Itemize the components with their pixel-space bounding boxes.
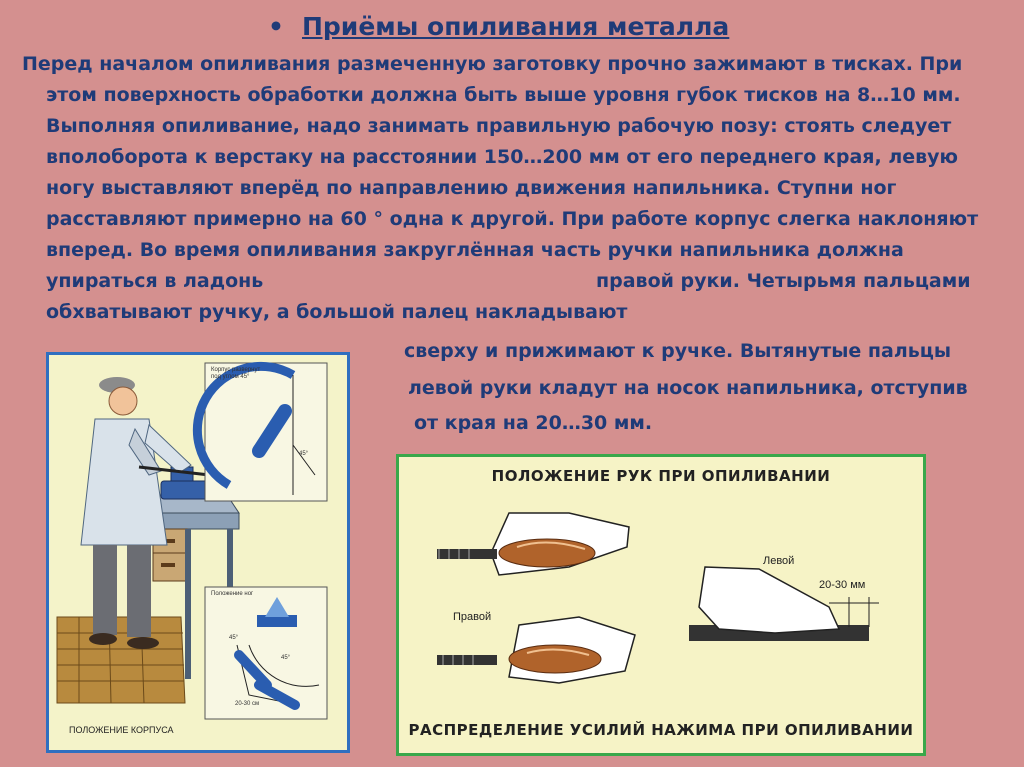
hands-illustration [399, 457, 923, 753]
inset-bottom-dist: 20-30 см [235, 701, 260, 707]
hands-caption-top: ПОЛОЖЕНИЕ РУК ПРИ ОПИЛИВАНИИ [491, 467, 831, 485]
inset-top-angle: 45° [299, 451, 309, 457]
right-hand-label: Правой [453, 611, 492, 623]
paragraph-line-11: сверху и прижимают к ручке. Вытянутые пальцы [404, 340, 952, 362]
slide-title [268, 12, 768, 41]
hands-caption-bottom: РАСПРЕДЕЛЕНИЕ УСИЛИЙ НАЖИМА ПРИ ОПИЛИВАНИИ [408, 721, 914, 739]
dimension-label: 20-30 мм [819, 579, 866, 591]
body-position-figure [46, 352, 350, 753]
hands-position-figure [396, 454, 926, 756]
paragraph-line-5: ногу выставляют вперёд по направлению движения напильника. Ступни ног [46, 177, 897, 199]
inset-bottom-angle-1: 45° [229, 635, 239, 641]
worker-illustration [49, 355, 347, 750]
paragraph-line-9: правой руки. Четырьмя пальцами [596, 270, 971, 292]
inset-bottom-label: Положение ног [211, 591, 254, 597]
body-figure-caption: ПОЛОЖЕНИЕ КОРПУСА [69, 725, 174, 735]
paragraph-line-8: упираться в ладонь [46, 270, 264, 292]
title-bullet: • [268, 12, 284, 41]
paragraph-line-1: Перед началом опиливания размеченную заготовку прочно зажимают в тисках. При [22, 53, 963, 75]
paragraph-line-13: от края на 20…30 мм. [414, 412, 653, 434]
left-hand-label: Левой [763, 555, 795, 567]
title-text: Приёмы опиливания металла [301, 12, 730, 41]
paragraph-line-3: Выполняя опиливание, надо занимать правильную рабочую позу: стоять следует [46, 115, 952, 137]
paragraph-line-10: обхватывают ручку, а большой палец накладывают [46, 301, 628, 323]
paragraph-line-12: левой руки кладут на носок напильника, отступив [408, 377, 968, 399]
inset-bottom-angle-2: 45° [281, 655, 291, 661]
paragraph-line-6: расставляют примерно на 60 ° одна к другой. При работе корпус слегка наклоняют [46, 208, 979, 230]
paragraph-line-4: вполоборота к верстаку на расстоянии 150…200 мм от его переднего края, левую [46, 146, 959, 168]
inset-top-label-2: под углом 45° [211, 374, 250, 380]
inset-top-label-1: Корпус развернут [211, 367, 261, 373]
paragraph-line-2: этом поверхность обработки должна быть выше уровня губок тисков на 8…10 мм. [46, 84, 961, 106]
paragraph-line-7: вперед. Во время опиливания закруглённая часть ручки напильника должна [46, 239, 904, 261]
